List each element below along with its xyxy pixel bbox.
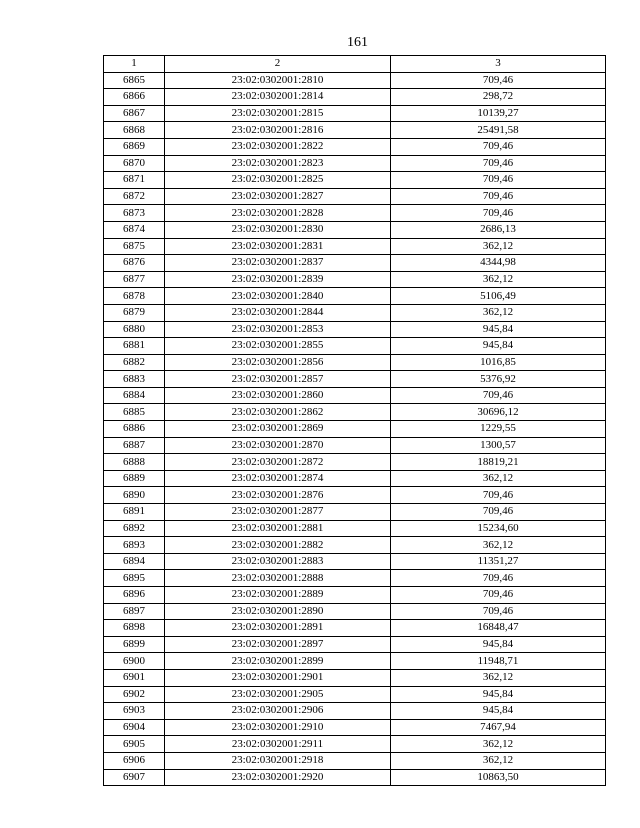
table-row (104, 89, 606, 106)
table-row (104, 570, 606, 587)
cadastral-number-cell: 23:02:0302001:2874 (165, 470, 391, 487)
value-cell: 709,46 (391, 172, 606, 189)
cadastral-number-cell: 23:02:0302001:2890 (165, 603, 391, 620)
cadastral-number-cell: 23:02:0302001:2910 (165, 719, 391, 736)
cadastral-number-cell: 23:02:0302001:2830 (165, 221, 391, 238)
page-number: 161 (347, 35, 368, 50)
cadastral-number-cell: 23:02:0302001:2816 (165, 122, 391, 139)
value-cell: 362,12 (391, 304, 606, 321)
row-number-cell: 6892 (104, 520, 165, 537)
cadastral-number-cell: 23:02:0302001:2872 (165, 454, 391, 471)
value-cell: 709,46 (391, 487, 606, 504)
value-cell: 2686,13 (391, 221, 606, 238)
row-number-cell: 6881 (104, 338, 165, 355)
value-cell: 945,84 (391, 321, 606, 338)
table-row (104, 686, 606, 703)
table-row (104, 105, 606, 122)
row-number-cell: 6885 (104, 404, 165, 421)
table-row (104, 437, 606, 454)
value-cell: 709,46 (391, 387, 606, 404)
table-row (104, 172, 606, 189)
cadastral-number-cell: 23:02:0302001:2899 (165, 653, 391, 670)
value-cell: 945,84 (391, 338, 606, 355)
row-number-cell: 6903 (104, 703, 165, 720)
row-number-cell: 6895 (104, 570, 165, 587)
value-cell: 945,84 (391, 703, 606, 720)
cadastral-number-cell: 23:02:0302001:2918 (165, 752, 391, 769)
value-cell: 4344,98 (391, 255, 606, 272)
cadastral-number-cell: 23:02:0302001:2840 (165, 288, 391, 305)
cadastral-number-cell: 23:02:0302001:2905 (165, 686, 391, 703)
value-cell: 362,12 (391, 752, 606, 769)
table-row (104, 238, 606, 255)
cadastral-number-cell: 23:02:0302001:2876 (165, 487, 391, 504)
table-row (104, 138, 606, 155)
table-row (104, 288, 606, 305)
cadastral-number-cell: 23:02:0302001:2891 (165, 620, 391, 637)
value-cell: 25491,58 (391, 122, 606, 139)
value-cell: 709,46 (391, 188, 606, 205)
value-cell: 1016,85 (391, 354, 606, 371)
cadastral-number-cell: 23:02:0302001:2831 (165, 238, 391, 255)
table-row (104, 421, 606, 438)
value-cell: 1229,55 (391, 421, 606, 438)
value-cell: 945,84 (391, 636, 606, 653)
row-number-cell: 6887 (104, 437, 165, 454)
table-row (104, 387, 606, 404)
cadastral-number-cell: 23:02:0302001:2839 (165, 271, 391, 288)
cadastral-number-cell: 23:02:0302001:2906 (165, 703, 391, 720)
value-cell: 15234,60 (391, 520, 606, 537)
cadastral-number-cell: 23:02:0302001:2862 (165, 404, 391, 421)
row-number-cell: 6882 (104, 354, 165, 371)
value-cell: 298,72 (391, 89, 606, 106)
value-cell: 709,46 (391, 504, 606, 521)
row-number-cell: 6886 (104, 421, 165, 438)
table-row (104, 188, 606, 205)
cadastral-number-cell: 23:02:0302001:2828 (165, 205, 391, 222)
cadastral-number-cell: 23:02:0302001:2901 (165, 669, 391, 686)
table-header-row (104, 56, 606, 73)
row-number-cell: 6901 (104, 669, 165, 686)
row-number-cell: 6906 (104, 752, 165, 769)
value-cell: 709,46 (391, 603, 606, 620)
table-row (104, 221, 606, 238)
cadastral-number-cell: 23:02:0302001:2888 (165, 570, 391, 587)
row-number-cell: 6871 (104, 172, 165, 189)
row-number-cell: 6900 (104, 653, 165, 670)
table-row (104, 371, 606, 388)
value-cell: 10863,50 (391, 769, 606, 786)
row-number-cell: 6867 (104, 105, 165, 122)
value-cell: 16848,47 (391, 620, 606, 637)
row-number-cell: 6873 (104, 205, 165, 222)
table-row (104, 653, 606, 670)
cadastral-number-cell: 23:02:0302001:2882 (165, 537, 391, 554)
row-number-cell: 6898 (104, 620, 165, 637)
table-row (104, 603, 606, 620)
row-number-cell: 6907 (104, 769, 165, 786)
table-row (104, 470, 606, 487)
row-number-cell: 6877 (104, 271, 165, 288)
cadastral-number-cell: 23:02:0302001:2825 (165, 172, 391, 189)
cadastral-number-cell: 23:02:0302001:2857 (165, 371, 391, 388)
table-row (104, 271, 606, 288)
value-cell: 11351,27 (391, 553, 606, 570)
row-number-cell: 6889 (104, 470, 165, 487)
cadastral-number-cell: 23:02:0302001:2810 (165, 72, 391, 89)
row-number-cell: 6894 (104, 553, 165, 570)
table-row (104, 72, 606, 89)
row-number-cell: 6893 (104, 537, 165, 554)
row-number-cell: 6878 (104, 288, 165, 305)
cadastral-number-cell: 23:02:0302001:2877 (165, 504, 391, 521)
column-header-2: 2 (165, 56, 391, 73)
value-cell: 30696,12 (391, 404, 606, 421)
value-cell: 362,12 (391, 736, 606, 753)
cadastral-number-cell: 23:02:0302001:2822 (165, 138, 391, 155)
table-body (104, 72, 606, 786)
cadastral-number-cell: 23:02:0302001:2855 (165, 338, 391, 355)
table-row (104, 537, 606, 554)
value-cell: 362,12 (391, 470, 606, 487)
cadastral-number-cell: 23:02:0302001:2860 (165, 387, 391, 404)
row-number-cell: 6866 (104, 89, 165, 106)
cadastral-number-cell: 23:02:0302001:2827 (165, 188, 391, 205)
value-cell: 709,46 (391, 570, 606, 587)
value-cell: 7467,94 (391, 719, 606, 736)
table-row (104, 354, 606, 371)
table-row (104, 205, 606, 222)
table-row (104, 719, 606, 736)
value-cell: 945,84 (391, 686, 606, 703)
value-cell: 18819,21 (391, 454, 606, 471)
table-row (104, 553, 606, 570)
cadastral-number-cell: 23:02:0302001:2856 (165, 354, 391, 371)
table-row (104, 487, 606, 504)
cadastral-number-cell: 23:02:0302001:2869 (165, 421, 391, 438)
table-row (104, 304, 606, 321)
cadastral-number-cell: 23:02:0302001:2920 (165, 769, 391, 786)
row-number-cell: 6876 (104, 255, 165, 272)
row-number-cell: 6904 (104, 719, 165, 736)
cadastral-number-cell: 23:02:0302001:2911 (165, 736, 391, 753)
column-header-3: 3 (391, 56, 606, 73)
table-row (104, 703, 606, 720)
row-number-cell: 6902 (104, 686, 165, 703)
value-cell: 709,46 (391, 155, 606, 172)
row-number-cell: 6865 (104, 72, 165, 89)
table-row (104, 520, 606, 537)
table-row (104, 321, 606, 338)
table-row (104, 752, 606, 769)
row-number-cell: 6872 (104, 188, 165, 205)
value-cell: 362,12 (391, 271, 606, 288)
value-cell: 362,12 (391, 537, 606, 554)
table-row (104, 669, 606, 686)
row-number-cell: 6890 (104, 487, 165, 504)
row-number-cell: 6870 (104, 155, 165, 172)
table-row (104, 587, 606, 604)
cadastral-number-cell: 23:02:0302001:2815 (165, 105, 391, 122)
table-row (104, 338, 606, 355)
row-number-cell: 6888 (104, 454, 165, 471)
value-cell: 1300,57 (391, 437, 606, 454)
row-number-cell: 6897 (104, 603, 165, 620)
cadastral-number-cell: 23:02:0302001:2823 (165, 155, 391, 172)
row-number-cell: 6891 (104, 504, 165, 521)
row-number-cell: 6896 (104, 587, 165, 604)
value-cell: 709,46 (391, 587, 606, 604)
cadastral-number-cell: 23:02:0302001:2814 (165, 89, 391, 106)
column-header-1: 1 (104, 56, 165, 73)
cadastral-number-cell: 23:02:0302001:2883 (165, 553, 391, 570)
cadastral-number-cell: 23:02:0302001:2853 (165, 321, 391, 338)
row-number-cell: 6899 (104, 636, 165, 653)
table-row (104, 155, 606, 172)
table-row (104, 636, 606, 653)
row-number-cell: 6884 (104, 387, 165, 404)
value-cell: 5376,92 (391, 371, 606, 388)
table-row (104, 255, 606, 272)
table-row (104, 122, 606, 139)
table-row (104, 736, 606, 753)
cadastral-number-cell: 23:02:0302001:2897 (165, 636, 391, 653)
row-number-cell: 6880 (104, 321, 165, 338)
table-row (104, 620, 606, 637)
value-cell: 362,12 (391, 669, 606, 686)
row-number-cell: 6905 (104, 736, 165, 753)
value-cell: 709,46 (391, 138, 606, 155)
row-number-cell: 6879 (104, 304, 165, 321)
row-number-cell: 6868 (104, 122, 165, 139)
table-row (104, 769, 606, 786)
value-cell: 709,46 (391, 205, 606, 222)
value-cell: 10139,27 (391, 105, 606, 122)
table-row (104, 504, 606, 521)
table-row (104, 404, 606, 421)
cadastral-number-cell: 23:02:0302001:2837 (165, 255, 391, 272)
value-cell: 709,46 (391, 72, 606, 89)
cadastral-number-cell: 23:02:0302001:2870 (165, 437, 391, 454)
row-number-cell: 6869 (104, 138, 165, 155)
cadastral-number-cell: 23:02:0302001:2844 (165, 304, 391, 321)
cadastral-number-cell: 23:02:0302001:2881 (165, 520, 391, 537)
table-row (104, 454, 606, 471)
row-number-cell: 6874 (104, 221, 165, 238)
cadastral-table (103, 55, 606, 786)
value-cell: 11948,71 (391, 653, 606, 670)
value-cell: 5106,49 (391, 288, 606, 305)
cadastral-number-cell: 23:02:0302001:2889 (165, 587, 391, 604)
row-number-cell: 6875 (104, 238, 165, 255)
row-number-cell: 6883 (104, 371, 165, 388)
value-cell: 362,12 (391, 238, 606, 255)
